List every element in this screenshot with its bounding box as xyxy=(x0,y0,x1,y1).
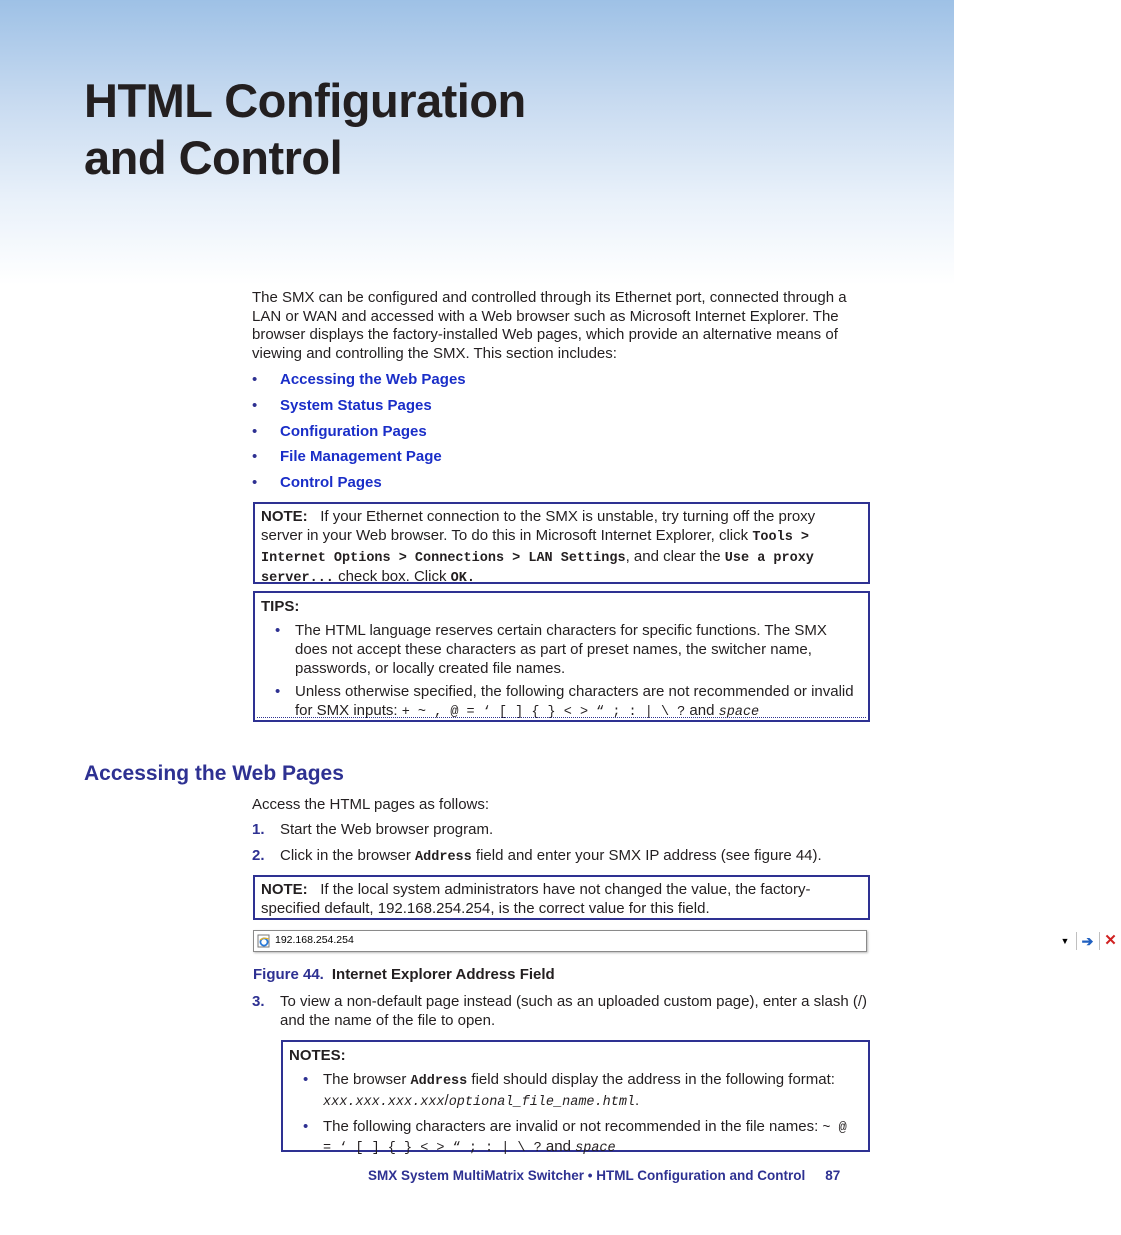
checkbox-name: Use a proxy server... xyxy=(261,550,814,587)
proxy-note-box xyxy=(253,502,870,587)
step-item xyxy=(252,993,870,1030)
note-text: . xyxy=(635,1091,640,1109)
menu-path: Tools > Internet Options > Connections > LAN Settings xyxy=(261,529,810,566)
note-item xyxy=(289,1071,858,1113)
page-footer xyxy=(368,1168,840,1183)
tip-text: and xyxy=(685,702,719,720)
address-field-name: Address xyxy=(415,850,472,865)
space-character: space xyxy=(718,705,760,721)
toc-item xyxy=(252,396,466,422)
invalid-characters: ~ @ = ‘ [ ] { } < > “ ; : | \ ? xyxy=(323,1120,847,1157)
notes-list xyxy=(289,1071,858,1159)
default-ip-note-box xyxy=(253,875,870,920)
page-number: 87 xyxy=(825,1168,841,1183)
ok-button-name: OK. xyxy=(450,571,475,587)
ie-page-icon xyxy=(257,934,271,948)
step-number: 2. xyxy=(252,847,265,864)
toc-link-control-pages[interactable]: Control Pages xyxy=(280,474,382,492)
step-number: 1. xyxy=(252,821,265,838)
chapter-title xyxy=(84,72,526,186)
note-label: NOTE: xyxy=(261,881,308,898)
tip-text: The HTML language reserves certain characters for specific functions. The SMX does not accept these characters as part of preset names, the switcher name, passwords, or locally created file names. xyxy=(295,622,827,677)
note-item xyxy=(289,1118,858,1160)
steps-list-2 xyxy=(252,993,870,1030)
address-field-name: Address xyxy=(410,1074,468,1089)
section-title: Accessing the Web Pages xyxy=(84,762,344,785)
step-text: Click in the browser xyxy=(280,847,416,864)
step-text: Start the Web browser program. xyxy=(280,821,494,838)
note-text: The following characters are invalid or not recommended in the file names: xyxy=(323,1117,823,1135)
stop-icon[interactable]: ✕ xyxy=(1099,932,1121,950)
section-lead: Access the HTML pages as follows: xyxy=(252,796,490,813)
dotted-rule xyxy=(257,717,866,718)
note-text: and xyxy=(541,1138,576,1156)
note-text: If your Ethernet connection to the SMX is unstable, try turning off the proxy server in your Web browser. To do this in Microsoft Internet Explorer, click xyxy=(261,508,816,544)
chevron-down-icon[interactable]: ▼ xyxy=(1060,936,1070,946)
address-format-ip: xxx.xxx.xxx.xxx xyxy=(323,1094,445,1110)
step-item xyxy=(252,821,822,847)
default-ip-note-text xyxy=(261,881,858,919)
toc-link-file-management-page[interactable]: File Management Page xyxy=(280,448,442,466)
address-bar[interactable] xyxy=(253,930,1117,952)
step-item xyxy=(252,847,822,868)
bullet-icon: • xyxy=(252,371,258,388)
chapter-title-line-2: and Control xyxy=(84,131,343,184)
steps-list-1 xyxy=(252,821,822,868)
go-arrow-icon[interactable]: ➔ xyxy=(1076,932,1098,950)
note-text: check box. Click xyxy=(333,568,451,586)
space-character: space xyxy=(575,1141,616,1157)
toc-item xyxy=(252,473,466,499)
bullet-icon: • xyxy=(252,474,258,492)
section-contents-list xyxy=(252,370,466,499)
bullet-icon: • xyxy=(303,1117,309,1135)
note-text: If the local system administrators have not changed the value, the factory-specified default, 192.168.254.254, is the correct value for this field. xyxy=(261,881,811,917)
bullet-icon: • xyxy=(275,622,281,639)
address-format-separator: / xyxy=(444,1091,449,1109)
chapter-title-line-1: HTML Configuration xyxy=(84,74,526,127)
figure-title: Internet Explorer Address Field xyxy=(331,966,555,983)
toc-item xyxy=(252,370,466,396)
reserved-characters: + ~ , @ = ‘ [ ] { } < > “ ; : | \ ? xyxy=(401,705,686,721)
toc-link-system-status-pages[interactable]: System Status Pages xyxy=(280,396,432,414)
footer-title: SMX System MultiMatrix Switcher • HTML Configuration and Control xyxy=(368,1168,806,1183)
step-text: field and enter your SMX IP address (see figure 44). xyxy=(471,847,822,864)
bullet-icon: • xyxy=(252,396,258,414)
intro-paragraph: The SMX can be configured and controlled through its Ethernet port, connected through a LAN or WAN and accessed with a Web browser such as Microsoft Internet Explorer. The browser displays the factory-installed Web pages, which provide an alternative means of viewing and controlling the SMX. This section includes: xyxy=(252,289,847,362)
bullet-icon: • xyxy=(252,448,258,466)
address-input[interactable]: 192.168.254.254 xyxy=(275,934,354,946)
tips-box xyxy=(253,591,870,722)
address-format-file: optional_file_name.html xyxy=(448,1094,636,1110)
note-label: NOTE: xyxy=(261,508,308,525)
proxy-note-text xyxy=(261,508,858,589)
tips-list xyxy=(261,622,858,723)
note-text: field should display the address in the following format: xyxy=(467,1071,835,1088)
file-name-notes-box xyxy=(281,1040,870,1157)
toc-link-accessing-web-pages[interactable]: Accessing the Web Pages xyxy=(280,371,466,388)
step-number: 3. xyxy=(252,993,265,1010)
figure-number: Figure 44. xyxy=(253,966,324,983)
tip-item xyxy=(261,622,858,678)
note-text: , and clear the xyxy=(625,547,725,565)
bullet-icon: • xyxy=(275,683,281,701)
toc-item xyxy=(252,447,466,473)
bullet-icon: • xyxy=(303,1071,309,1088)
tip-text: Unless otherwise specified, the following characters are not recommended or invalid for SMX inputs: xyxy=(295,683,854,720)
toc-item xyxy=(252,422,466,448)
figure-caption xyxy=(253,966,555,983)
toc-link-configuration-pages[interactable]: Configuration Pages xyxy=(280,422,427,440)
tips-label: TIPS: xyxy=(261,598,300,615)
notes-label: NOTES: xyxy=(289,1047,346,1064)
note-text: The browser xyxy=(323,1071,411,1088)
bullet-icon: • xyxy=(252,422,258,440)
step-text: To view a non-default page instead (such as an uploaded custom page), enter a slash (/) and the name of the file to open. xyxy=(280,993,868,1029)
